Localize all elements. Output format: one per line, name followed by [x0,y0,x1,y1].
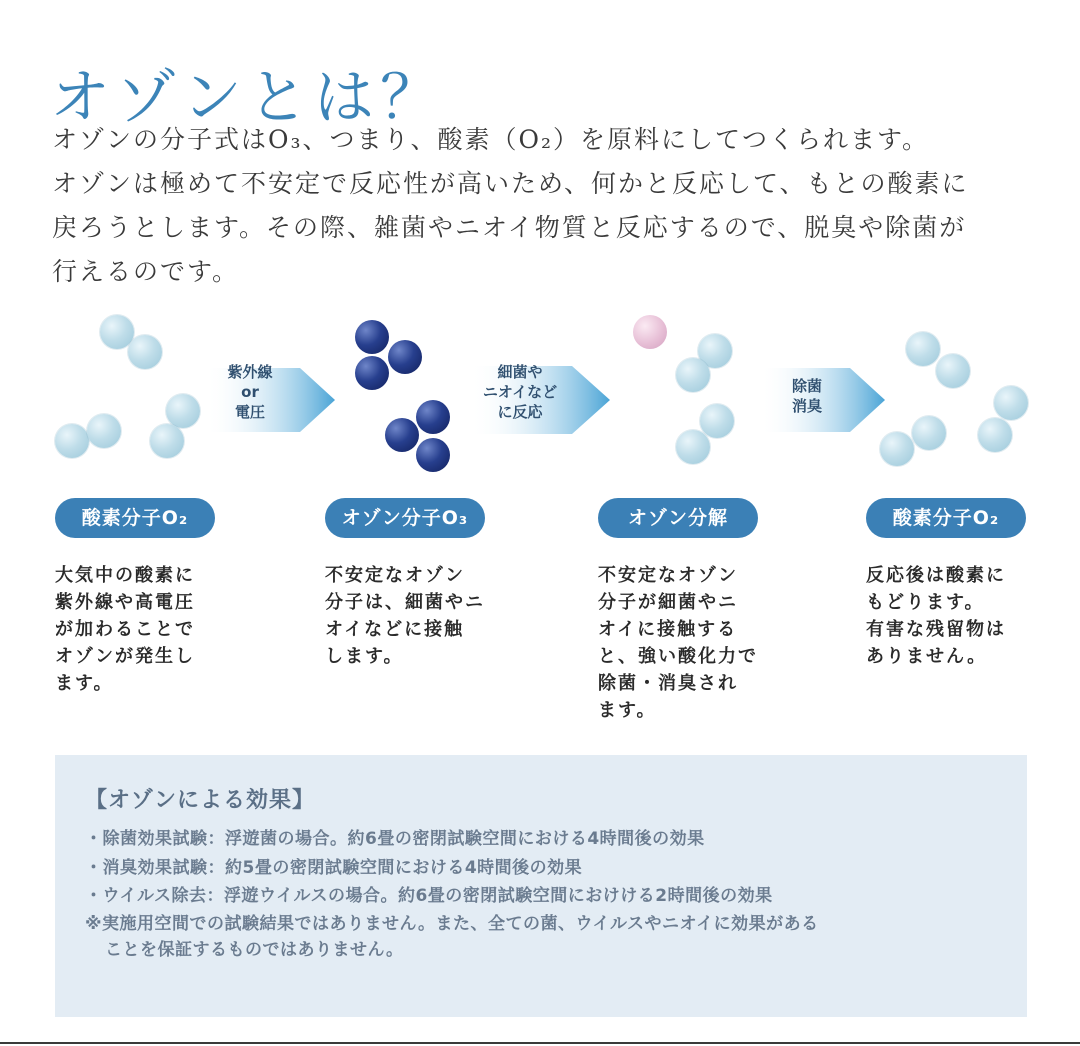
note-line: ことを保証するものではありません。 [105,939,404,960]
arrow-label-line: 細菌や [497,363,543,381]
oxygen-atom [880,432,914,466]
stage-description [325,562,485,670]
ozone-effects-panel [55,755,1027,1017]
description-line: ます。 [598,700,657,721]
effects-title: 【オゾンによる効果】 [85,788,316,813]
disclaimer-note [85,911,819,963]
intro-line: 行えるのです。 [52,257,240,286]
stage-label-oxygen: 酸素分子O₂ [55,498,215,538]
description-line: 分子は、細菌やニ [325,592,485,613]
arrow-label-line: 消臭 [791,397,822,415]
arrow-label-line: 紫外線 [227,363,273,381]
stage-label-ozone: オゾン分子O₃ [325,498,485,538]
oxygen-atom [676,430,710,464]
arrow-label-line: に反応 [497,403,543,421]
oxygen-atom [150,424,184,458]
oxygen-atom [87,414,121,448]
arrow-label-line: 電圧 [234,403,265,421]
description-line: オゾンが発生し [55,646,195,667]
description-line: 紫外線や高電圧 [55,592,195,613]
oxygen-atom [166,394,200,428]
description-line: します。 [325,646,404,667]
note-line: ※実施用空間での試験結果ではありません。また、全ての菌、ウイルスやニオイに効果がある [85,913,819,934]
description-line: 不安定なオゾン [598,565,738,586]
description-line: 大気中の酸素に [55,565,195,586]
ozone-atom [416,438,450,472]
intro-line: オゾンは極めて不安定で反応性が高いため、何かと反応して、もとの酸素に [52,169,969,198]
description-line: もどります。 [866,592,985,613]
oxygen-atom [978,418,1012,452]
oxygen-atom [936,354,970,388]
ozone-atom [388,340,422,374]
effect-item: ・ウイルス除去：浮遊ウイルスの場合。約6畳の密閉試験空間におけける2時間後の効果 [85,886,773,906]
oxygen-atom [994,386,1028,420]
page-title: オゾンとは？ [50,63,446,134]
stage-description [866,562,1006,670]
effect-item: ・消臭効果試験：約5畳の密閉試験空間における4時間後の効果 [85,857,583,878]
description-line: 反応後は酸素に [866,565,1006,586]
oxygen-atom [676,358,710,392]
description-line: 有害な残留物は [866,619,1006,640]
ozone-atom [355,356,389,390]
arrow-label-line: ニオイなど [482,383,558,401]
ozone-process-diagram [0,300,1080,740]
effects-list [85,825,819,963]
description-line: ます。 [55,673,114,694]
effect-item: ・除菌効果試験：浮遊菌の場合。約6畳の密閉試験空間における4時間後の効果 [85,829,705,849]
oxygen-atom [55,424,89,458]
description-line: オイに接触する [598,619,738,640]
ozone-atom [355,320,389,354]
intro-text [52,118,1042,294]
arrow-label [210,362,290,422]
oxygen-atom [906,332,940,366]
description-line: と、強い酸化力で [598,646,758,667]
reacted-atom [633,315,667,349]
bottom-divider [0,1042,1080,1044]
stage-label-oxygen: 酸素分子O₂ [866,498,1026,538]
ozone-atom [416,400,450,434]
arrow-label [772,376,842,416]
description-line: 除菌・消臭され [598,673,738,694]
stage-description [598,562,758,724]
description-line: 分子が細菌やニ [598,592,738,613]
stage-description [55,562,195,697]
arrow-label-line: 除菌 [791,377,822,395]
intro-line: 戻ろうとします。その際、雑菌やニオイ物質と反応するので、脱臭や除菌が [52,213,967,242]
description-line: 不安定なオゾン [325,565,465,586]
arrow-label [470,362,570,422]
stage-label-decomposition: オゾン分解 [598,498,758,538]
ozone-atom [385,418,419,452]
oxygen-atom [912,416,946,450]
oxygen-atom [128,335,162,369]
description-line: ありません。 [866,646,988,667]
description-line: オイなどに接触 [325,619,465,640]
oxygen-atom [700,404,734,438]
intro-line: オゾンの分子式はO₃、つまり、酸素（O₂）を原料にしてつくられます。 [52,125,930,154]
arrow-label-line: or [241,383,259,401]
description-line: が加わることで [55,619,195,640]
